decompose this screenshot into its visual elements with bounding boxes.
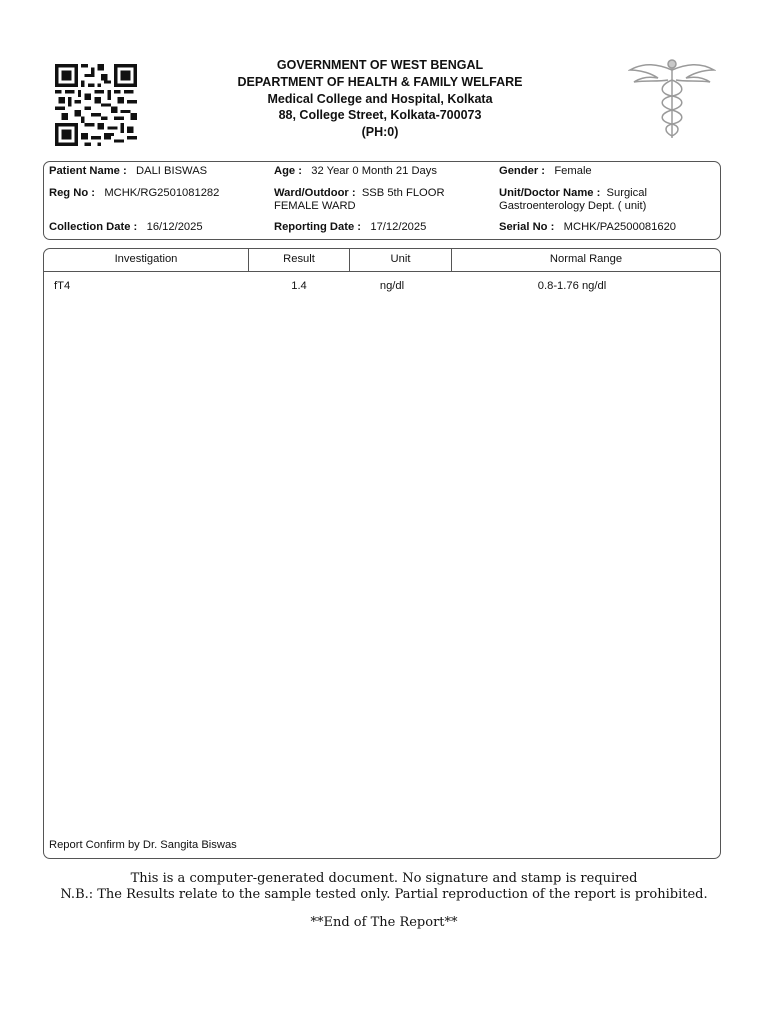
column-header-result: Result: [283, 253, 315, 265]
gender-field: [499, 165, 592, 178]
serial-no-field: [499, 221, 676, 234]
patient-info-box: [43, 161, 721, 240]
hospital-header: [200, 57, 560, 141]
patient-name-field: [49, 165, 207, 178]
unit-doctor-label: Unit/Doctor Name :: [499, 187, 601, 199]
patient-name-value: DALI BISWAS: [136, 165, 208, 177]
reg-no-label: Reg No :: [49, 187, 95, 199]
header-phone: (PH:0): [361, 125, 399, 140]
serial-no-value: MCHK/PA2500081620: [563, 221, 677, 233]
age-field: [274, 165, 437, 178]
report-confirm-by: Report Confirm by Dr. Sangita Biswas: [49, 839, 237, 851]
unit-doctor-field: [499, 187, 714, 213]
gender-label: Gender :: [499, 165, 546, 177]
end-of-report: **End of The Report**: [310, 915, 458, 930]
footer-computer-generated-note: This is a computer-generated document. No signature and stamp is required: [130, 871, 638, 886]
column-header-normal-range: Normal Range: [549, 253, 623, 265]
unit-doctor-value-line1: Surgical: [606, 187, 647, 199]
header-government: GOVERNMENT OF WEST BENGAL: [276, 58, 484, 72]
patient-name-label: Patient Name :: [49, 165, 127, 177]
qr-code-icon: [55, 64, 137, 146]
reporting-date-label: Reporting Date :: [274, 221, 362, 233]
cell-unit: ng/dl: [379, 280, 405, 292]
age-value: 32 Year 0 Month 21 Days: [311, 165, 437, 177]
ward-field: [274, 187, 474, 213]
reg-no-field: [49, 187, 219, 200]
cell-result: 1.4: [291, 280, 307, 292]
header-address: 88, College Street, Kolkata-700073: [278, 108, 482, 123]
results-table: [43, 248, 721, 859]
column-header-unit: Unit: [390, 253, 411, 265]
collection-date-value: 16/12/2025: [146, 221, 203, 233]
cell-normal-range: 0.8-1.76 ng/dl: [537, 280, 607, 292]
cell-investigation: fT4: [54, 280, 71, 292]
collection-date-field: [49, 221, 203, 234]
reporting-date-value: 17/12/2025: [370, 221, 427, 233]
header-hospital-name: Medical College and Hospital, Kolkata: [267, 91, 493, 106]
serial-no-label: Serial No :: [499, 221, 555, 233]
collection-date-label: Collection Date :: [49, 221, 138, 233]
ward-value-line2: FEMALE WARD: [274, 200, 356, 212]
gender-value: Female: [554, 165, 592, 177]
footer-disclaimer: N.B.: The Results relate to the sample tested only. Partial reproduction of the report is prohibited.: [60, 887, 708, 902]
header-department: DEPARTMENT OF HEALTH & FAMILY WELFARE: [237, 74, 523, 89]
ward-label: Ward/Outdoor :: [274, 187, 356, 199]
caduceus-icon: [628, 56, 716, 140]
ward-value-line1: SSB 5th FLOOR: [361, 187, 445, 199]
age-label: Age :: [274, 165, 302, 177]
column-header-investigation: Investigation: [114, 253, 178, 265]
reg-no-value: MCHK/RG2501081282: [104, 187, 220, 199]
table-header-row: [44, 249, 720, 272]
reporting-date-field: [274, 221, 426, 234]
unit-doctor-value-line2: Gastroenterology Dept. ( unit): [499, 200, 647, 212]
